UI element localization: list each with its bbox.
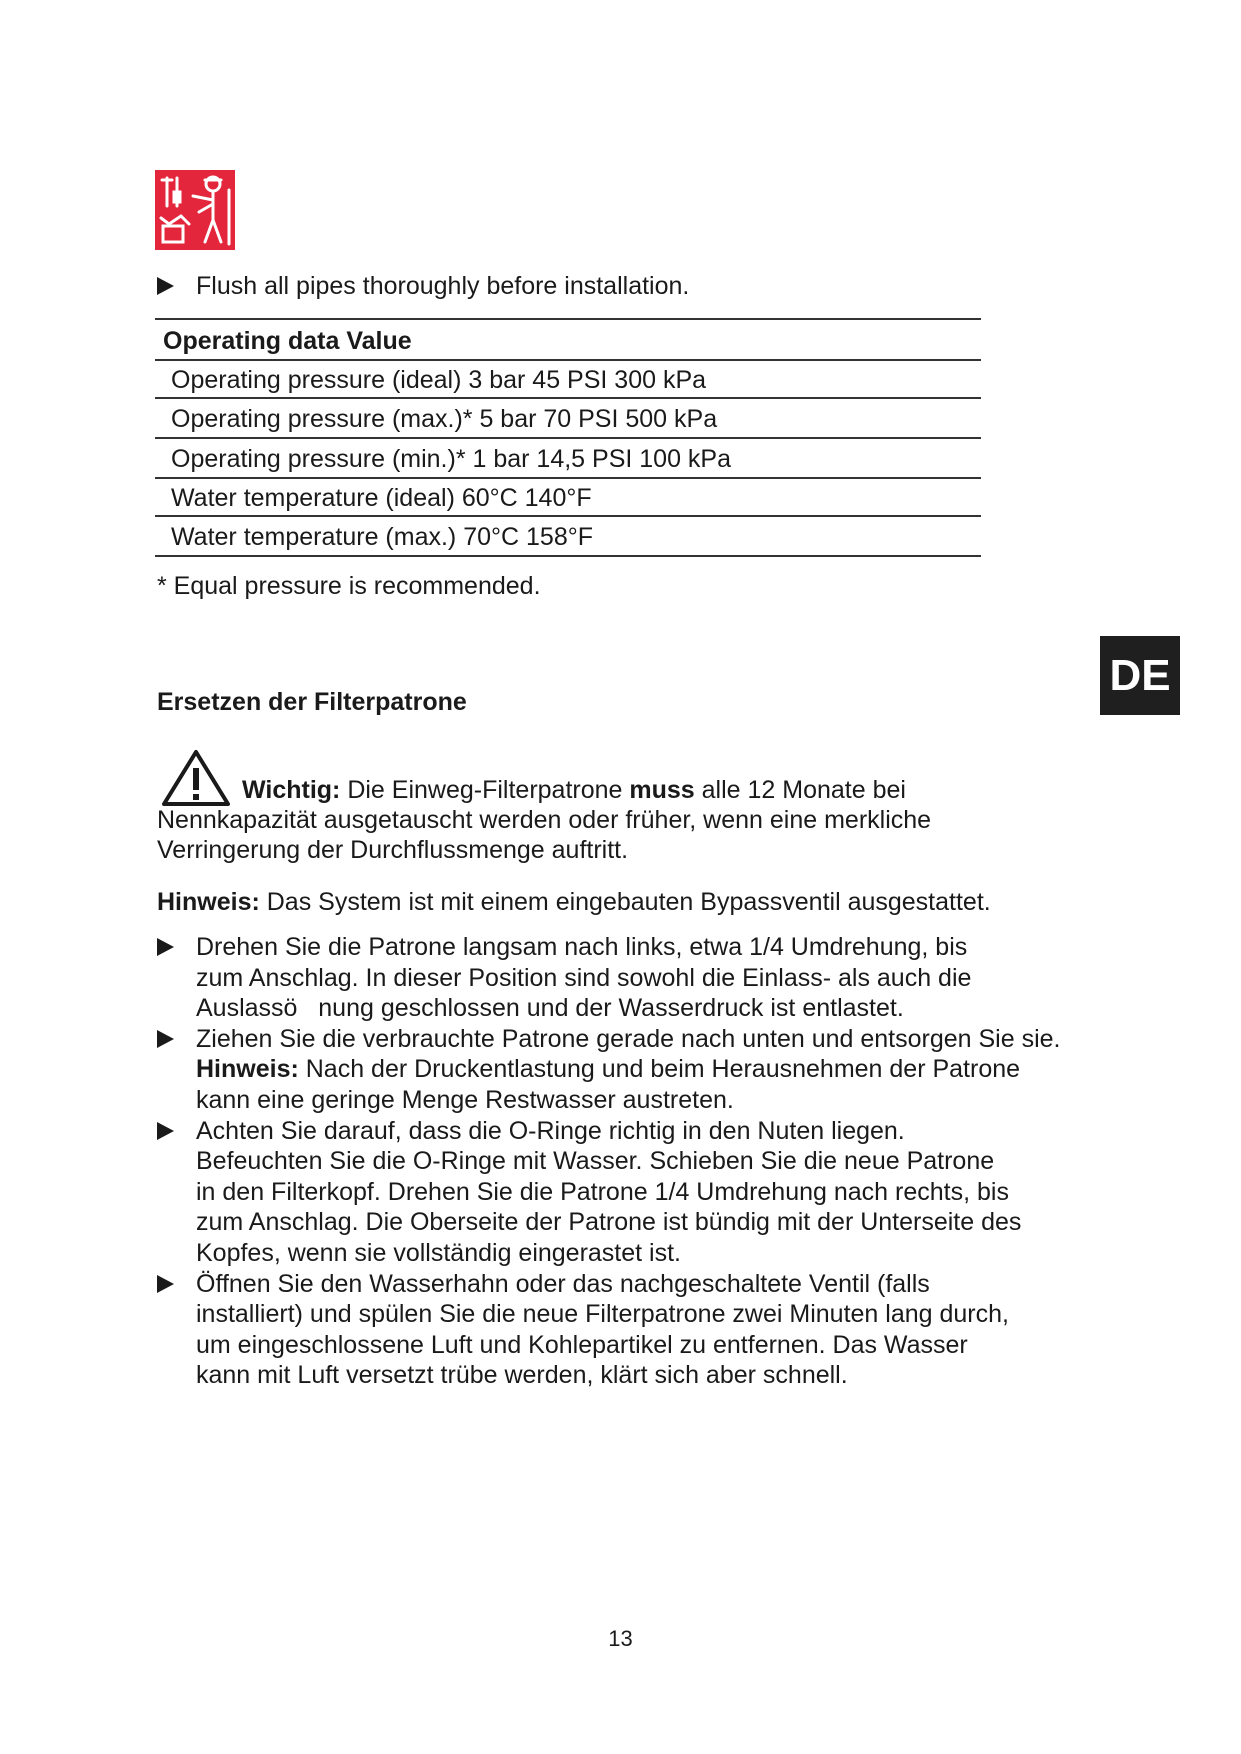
- note-label: Hinweis:: [157, 888, 260, 916]
- installer-tools-icon: [155, 170, 235, 250]
- list-item: [157, 932, 1117, 1024]
- step-note-text: Nach der Druckentlastung und beim Herausnehmen der Patrone: [298, 1055, 1021, 1084]
- important-text: Die Einweg-Filterpatrone: [340, 776, 630, 804]
- step-line: Ziehen Sie die verbrauchte Patrone gerade nach unten und entsorgen Sie sie.: [196, 1024, 1061, 1053]
- step-line: in den Filterkopf. Drehen Sie die Patrone 1/4 Umdrehung nach rechts, bis: [196, 1177, 1009, 1206]
- step-line: Kopfes, wenn sie vollständig eingerastet ist.: [196, 1238, 681, 1267]
- important-label: Wichtig:: [242, 776, 341, 804]
- intro-bullet-text: Flush all pipes thoroughly before installation.: [196, 272, 690, 300]
- list-item: [157, 1116, 1117, 1269]
- list-item: [157, 1024, 1117, 1116]
- step-line: um eingeschlossene Luft und Kohlepartikel zu entfernen. Das Wasser: [196, 1330, 968, 1359]
- list-item: [157, 1269, 1117, 1391]
- operating-data-table: [155, 318, 981, 557]
- table-row: Operating pressure (ideal) 3 bar 45 PSI 300 kPa: [155, 361, 981, 399]
- table-header: Operating data Value: [155, 318, 981, 361]
- step-line: kann mit Luft versetzt trübe werden, klärt sich aber schnell.: [196, 1361, 848, 1390]
- important-text: alle 12 Monate bei: [694, 776, 906, 804]
- important-line-2: Nennkapazität ausgetauscht werden oder früher, wenn eine merkliche: [157, 806, 932, 834]
- step-line: zum Anschlag. Die Oberseite der Patrone ist bündig mit der Unterseite des: [196, 1208, 1022, 1237]
- step-line: Achten Sie darauf, dass die O-Ringe richtig in den Nuten liegen.: [196, 1116, 905, 1145]
- section-title: Ersetzen der Filterpatrone: [157, 688, 467, 716]
- step-line: installiert) und spülen Sie die neue Filterpatrone zwei Minuten lang durch,: [196, 1300, 1009, 1329]
- steps-list: [157, 932, 1117, 1391]
- bullet-triangle-icon: [157, 1030, 174, 1048]
- step-line: Öffnen Sie den Wasserhahn oder das nachgeschaltete Ventil (falls: [196, 1269, 930, 1298]
- important-line-3: Verringerung der Durchflussmenge auftritt.: [157, 836, 629, 864]
- bullet-triangle-icon: [157, 1275, 174, 1293]
- note-text: Das System ist mit einem eingebauten Bypassventil ausgestattet.: [259, 888, 991, 916]
- important-bold: muss: [629, 776, 695, 804]
- bullet-triangle-icon: [157, 1122, 174, 1140]
- step-line: Auslassö nung geschlossen und der Wasserdruck ist entlastet.: [196, 994, 904, 1023]
- important-line-1: [157, 775, 1107, 805]
- step-line: [196, 1054, 1117, 1085]
- bypass-note: [157, 887, 1107, 917]
- table-footnote: * Equal pressure is recommended.: [157, 572, 541, 600]
- step-note-label: Hinweis:: [196, 1055, 299, 1084]
- step-line: kann eine geringe Menge Restwasser austreten.: [196, 1085, 734, 1114]
- bullet-triangle-icon: [157, 938, 174, 956]
- step-line: Drehen Sie die Patrone langsam nach links, etwa 1/4 Umdrehung, bis: [196, 933, 968, 961]
- table-row: Water temperature (max.) 70°C 158°F: [155, 517, 981, 557]
- page-number: 13: [608, 1626, 633, 1651]
- bullet-triangle-icon: [157, 277, 174, 295]
- step-line: zum Anschlag. In dieser Position sind sowohl die Einlass- als auch die: [196, 963, 972, 992]
- step-line: Befeuchten Sie die O-Ringe mit Wasser. Schieben Sie die neue Patrone: [196, 1147, 995, 1176]
- important-notice: [157, 775, 1107, 865]
- language-badge: DE: [1100, 636, 1180, 715]
- table-row: Water temperature (ideal) 60°C 140°F: [155, 479, 981, 517]
- table-row: Operating pressure (min.)* 1 bar 14,5 PSI 100 kPa: [155, 439, 981, 479]
- table-row: Operating pressure (max.)* 5 bar 70 PSI 500 kPa: [155, 399, 981, 439]
